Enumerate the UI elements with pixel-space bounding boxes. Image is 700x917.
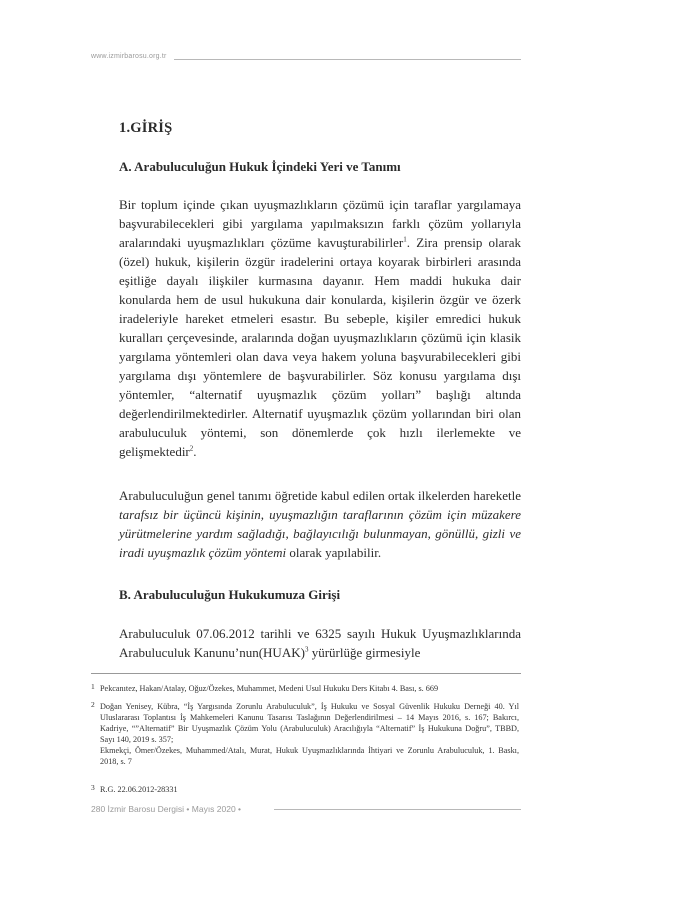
para-text: olarak yapılabilir. [286, 545, 382, 560]
page-header [91, 52, 521, 64]
page-footer [91, 804, 521, 816]
footnote-3 [91, 784, 519, 795]
footnote-number: 2 [91, 700, 95, 709]
footnote-ref-3[interactable]: 3 [304, 645, 309, 654]
para-text: Arabuluculuğun genel tanımı öğretide kabul edilen ortak ilkelerden hareketle [119, 488, 521, 503]
footnote-1 [91, 683, 519, 694]
header-rule [174, 59, 521, 60]
footnote-text: Pekcanıtez, Hakan/Atalay, Oğuz/Özekes, Muhammet, Medeni Usul Hukuku Ders Kitabı 4. Bası, s. 669 [100, 684, 439, 693]
section-b-title: B. Arabuluculuğun Hukukumuza Girişi [119, 587, 341, 602]
footer-text: 280 İzmir Barosu Dergisi • Mayıs 2020 • [91, 804, 242, 814]
para-text: Bir toplum içinde çıkan uyuşmazlıkların çözümü için taraflar yargılamaya başvurabilecekleri gibi yargılama yapılmaksızın farklı çözüm yollarıyla aralarındaki uyuşmazlıkları çözüme kavuşturabilirler [119, 197, 521, 250]
footnote-text-cont: Ekmekçi, Ömer/Özekes, Muhammed/Atalı, Murat, Hukuk Uyuşmazlıklarında İhtiyari ve Zorunlu Arabuluculuk, 1. Baskı, 2018, s. 7 [100, 746, 519, 766]
footnote-ref-2[interactable]: 2 [189, 444, 194, 453]
footnote-text: R.G. 22.06.2012-28331 [100, 785, 178, 794]
footnote-number: 3 [91, 783, 95, 792]
footnote-text: Doğan Yenisey, Kübra, “İş Yargısında Zorunlu Arabuluculuk”, İş Hukuku ve Sosyal Güvenlik Hukuku Derneği 40. Yıl Uluslararası Toplantısı İş Mahkemeleri Kanunu Tasarısı Taslağının Değerlendirilmesi – 14 Mayıs 2016, s. 167; Bakırcı, Kadriye, “”Alternatif” Bir Uyuşmazlık Çözüm Yolu (Arabuluculuk) Aracılığıyla “Alternatif” İş Hukukuna Doğru”, TBBD, Sayı 140, 2019 s. 357; [100, 702, 519, 744]
footnote-2 [91, 701, 519, 767]
footnotes [91, 673, 521, 794]
section-a-paragraph-1 [119, 195, 521, 461]
footer-rule [274, 809, 521, 810]
para-text: Arabuluculuk 07.06.2012 tarihli ve 6325 sayılı Hukuk Uyuşmazlıklarında Arabuluculuk Kanunu’nun(HUAK) [119, 626, 521, 660]
footnote-ref-1[interactable]: 1 [403, 235, 407, 244]
footnote-rule [91, 673, 521, 674]
definition-italic: tarafsız bir üçüncü kişinin, uyuşmazlığın taraflarının çözüm için müzakere yürütmelerine yardım sağladığı, bağlayıcılığı bulunmayan, gönüllü, gizli ve iradi uyuşmazlık çözüm yöntemi [119, 507, 521, 560]
footnote-number: 1 [91, 682, 95, 691]
section-b-paragraph-1 [119, 624, 521, 662]
section-a-paragraph-2 [119, 486, 521, 562]
para-text: . Zira prensip olarak (özel) hukuk, kişilerin özgür iradelerini ortaya koyarak birbirleri arasında eşitliğe dayalı ilişkiler kurmasına dayanır. Hem maddi hukuka dair konularda hem de usul hukukuna dair konularda, kişilerin özgür ve özerk iradeleriyle hareket etmeleri esastır. Bu sebeple, kişiler emredici hukuk kuralları çerçevesinde, aralarında doğan uyuşmazlıkların çözümü için klasik yargılama yöntemleri olan dava veya hakem yoluna başvurabilecekleri gibi yargılama dışı yöntemlere de başvurabilirler. Söz konusu yargılama dışı yöntemler, “alternatif uyuşmazlık çözüm yolları” başlığı altında değerlendirilmektedirler. Alternatif uyuşmazlık çözüm yollarından biri olan arabuluculuk yöntemi, son dönemlerde çok hızlı ilerlemekte ve gelişmektedir [119, 235, 522, 459]
site-url: www.izmirbarosu.org.tr [91, 53, 167, 60]
main-heading: 1.GİRİŞ [119, 120, 173, 136]
section-a-title: A. Arabuluculuğun Hukuk İçindeki Yeri ve Tanımı [119, 159, 401, 174]
para-text: . [193, 444, 197, 459]
para-text: yürürlüğe girmesiyle [308, 645, 421, 660]
